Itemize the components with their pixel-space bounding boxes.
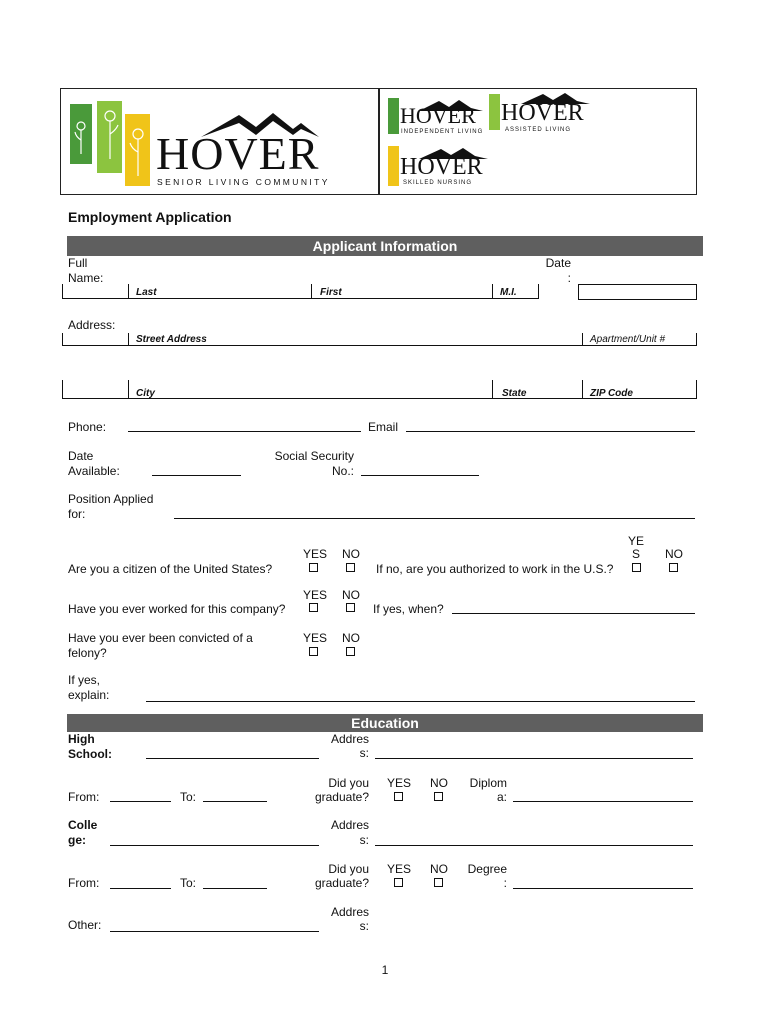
page-title: Employment Application bbox=[68, 209, 232, 225]
when-input[interactable] bbox=[452, 613, 695, 614]
hs-address-label-1: Addres bbox=[330, 732, 369, 746]
college-from-label: From: bbox=[68, 876, 100, 890]
rose-icon bbox=[70, 104, 150, 186]
street-divider-2 bbox=[582, 333, 583, 346]
degree-input[interactable] bbox=[513, 888, 693, 889]
authorized-yes-checkbox[interactable] bbox=[632, 563, 641, 572]
date-label: Date : bbox=[545, 256, 571, 285]
worked-yes-label: YES bbox=[303, 588, 328, 602]
phone-label: Phone: bbox=[68, 420, 107, 434]
address-label: Address: bbox=[68, 318, 116, 332]
name-divider-2 bbox=[311, 284, 312, 299]
phone-input[interactable] bbox=[128, 431, 361, 432]
college-graduate-label-2: graduate? bbox=[314, 876, 369, 890]
other-address-label-1: Addres bbox=[330, 905, 369, 919]
worked-no-checkbox[interactable] bbox=[346, 603, 355, 612]
name-divider-3 bbox=[492, 284, 493, 299]
date-available-input[interactable] bbox=[152, 475, 241, 476]
sub1-brand: HOVER bbox=[400, 103, 476, 128]
sub3-color-bar bbox=[388, 146, 399, 186]
education-section-header: Education bbox=[67, 714, 703, 732]
worked-yes-checkbox[interactable] bbox=[309, 603, 318, 612]
college-yes-label: YES bbox=[387, 862, 412, 876]
state-caption: State bbox=[502, 388, 527, 399]
when-label: If yes, when? bbox=[373, 602, 444, 616]
college-label-1: Colle bbox=[68, 818, 98, 832]
high-school-input[interactable] bbox=[146, 758, 319, 759]
street-caption: Street Address bbox=[136, 334, 207, 345]
other-label: Other: bbox=[68, 918, 102, 932]
sub2-color-bar bbox=[489, 94, 500, 130]
college-yes-checkbox[interactable] bbox=[394, 878, 403, 887]
main-brand-text: HOVER bbox=[156, 128, 320, 179]
sub1-tagline: INDEPENDENT LIVING bbox=[401, 129, 484, 135]
sub3-tagline: SKILLED NURSING bbox=[403, 180, 473, 186]
sub2-brand: HOVER bbox=[501, 100, 584, 126]
college-address-input[interactable] bbox=[375, 845, 693, 846]
felony-question: Have you ever been convicted of a felony? bbox=[68, 631, 253, 660]
citizen-yes-checkbox[interactable] bbox=[309, 563, 318, 572]
felony-yes-checkbox[interactable] bbox=[309, 647, 318, 656]
city-divider-1 bbox=[128, 380, 129, 399]
worked-no-label: NO bbox=[342, 588, 360, 602]
college-graduate-label-1: Did you bbox=[328, 862, 369, 876]
sub3-brand: HOVER bbox=[400, 154, 483, 180]
college-input[interactable] bbox=[110, 845, 319, 846]
authorized-yes-label-1: YE bbox=[627, 534, 644, 548]
date-field[interactable] bbox=[578, 284, 697, 300]
city-divider-2 bbox=[492, 380, 493, 399]
name-divider-1 bbox=[128, 284, 129, 299]
college-from-input[interactable] bbox=[110, 888, 171, 889]
degree-label-2: : bbox=[503, 876, 507, 890]
felony-no-checkbox[interactable] bbox=[346, 647, 355, 656]
full-name-field[interactable] bbox=[62, 284, 539, 299]
diploma-input[interactable] bbox=[513, 801, 693, 802]
hs-graduate-label-2: graduate? bbox=[314, 790, 369, 804]
citizen-no-label: NO bbox=[342, 547, 360, 561]
degree-label-1: Degree bbox=[467, 862, 507, 876]
hs-to-label: To: bbox=[180, 790, 197, 804]
position-label: Position Applied for: bbox=[68, 492, 154, 521]
hs-no-checkbox[interactable] bbox=[434, 792, 443, 801]
explain-label: If yes, explain: bbox=[68, 673, 110, 702]
street-divider-1 bbox=[128, 333, 129, 346]
felony-yes-label: YES bbox=[303, 631, 328, 645]
authorized-question: If no, are you authorized to work in the U.S.? bbox=[376, 562, 614, 576]
explain-input[interactable] bbox=[146, 701, 695, 702]
college-no-checkbox[interactable] bbox=[434, 878, 443, 887]
hs-graduate-label-1: Did you bbox=[328, 776, 369, 790]
sub1-color-bar bbox=[388, 98, 399, 134]
city-divider-3 bbox=[582, 380, 583, 399]
ssn-input[interactable] bbox=[361, 475, 479, 476]
hs-address-label-2: s: bbox=[359, 746, 369, 760]
college-to-input[interactable] bbox=[203, 888, 267, 889]
hs-no-label: NO bbox=[430, 776, 448, 790]
citizen-yes-label: YES bbox=[303, 547, 328, 561]
sub-logo-box bbox=[378, 88, 697, 195]
page-number: 1 bbox=[381, 963, 389, 977]
full-name-label: Full Name: bbox=[68, 256, 104, 285]
hs-address-input[interactable] bbox=[375, 758, 693, 759]
authorized-no-checkbox[interactable] bbox=[669, 563, 678, 572]
hs-yes-checkbox[interactable] bbox=[394, 792, 403, 801]
applicant-section-header: Applicant Information bbox=[67, 236, 703, 256]
email-label: Email bbox=[368, 420, 399, 434]
worked-question: Have you ever worked for this company? bbox=[68, 602, 286, 616]
hs-yes-label: YES bbox=[387, 776, 412, 790]
last-caption: Last bbox=[136, 287, 157, 298]
hs-from-label: From: bbox=[68, 790, 100, 804]
hs-from-input[interactable] bbox=[110, 801, 171, 802]
citizen-no-checkbox[interactable] bbox=[346, 563, 355, 572]
felony-no-label: NO bbox=[342, 631, 360, 645]
city-caption: City bbox=[136, 388, 155, 399]
authorized-yes-label-2: S bbox=[631, 547, 640, 561]
authorized-no-label: NO bbox=[665, 547, 683, 561]
main-logo-box bbox=[60, 88, 380, 195]
other-input[interactable] bbox=[110, 931, 319, 932]
first-caption: First bbox=[320, 287, 342, 298]
main-tagline: SENIOR LIVING COMMUNITY bbox=[157, 177, 330, 187]
hs-to-input[interactable] bbox=[203, 801, 267, 802]
date-available-label: Date Available: bbox=[68, 449, 120, 478]
high-school-label: High School: bbox=[68, 732, 112, 761]
other-address-label-2: s: bbox=[359, 919, 369, 933]
college-to-label: To: bbox=[180, 876, 197, 890]
zip-caption: ZIP Code bbox=[590, 388, 633, 399]
citizen-question: Are you a citizen of the United States? bbox=[68, 562, 273, 576]
diploma-label-2: a: bbox=[496, 790, 507, 804]
diploma-label-1: Diplom bbox=[469, 776, 507, 790]
college-no-label: NO bbox=[430, 862, 448, 876]
mi-caption: M.I. bbox=[500, 287, 517, 298]
sub2-tagline: ASSISTED LIVING bbox=[505, 127, 572, 133]
college-address-label-2: s: bbox=[359, 833, 369, 847]
email-input[interactable] bbox=[406, 431, 695, 432]
college-address-label-1: Addres bbox=[330, 818, 369, 832]
apt-caption: Apartment/Unit # bbox=[590, 334, 666, 345]
position-input[interactable] bbox=[174, 518, 695, 519]
ssn-label: Social Security No.: bbox=[274, 449, 354, 478]
college-label-2: ge: bbox=[68, 833, 86, 847]
